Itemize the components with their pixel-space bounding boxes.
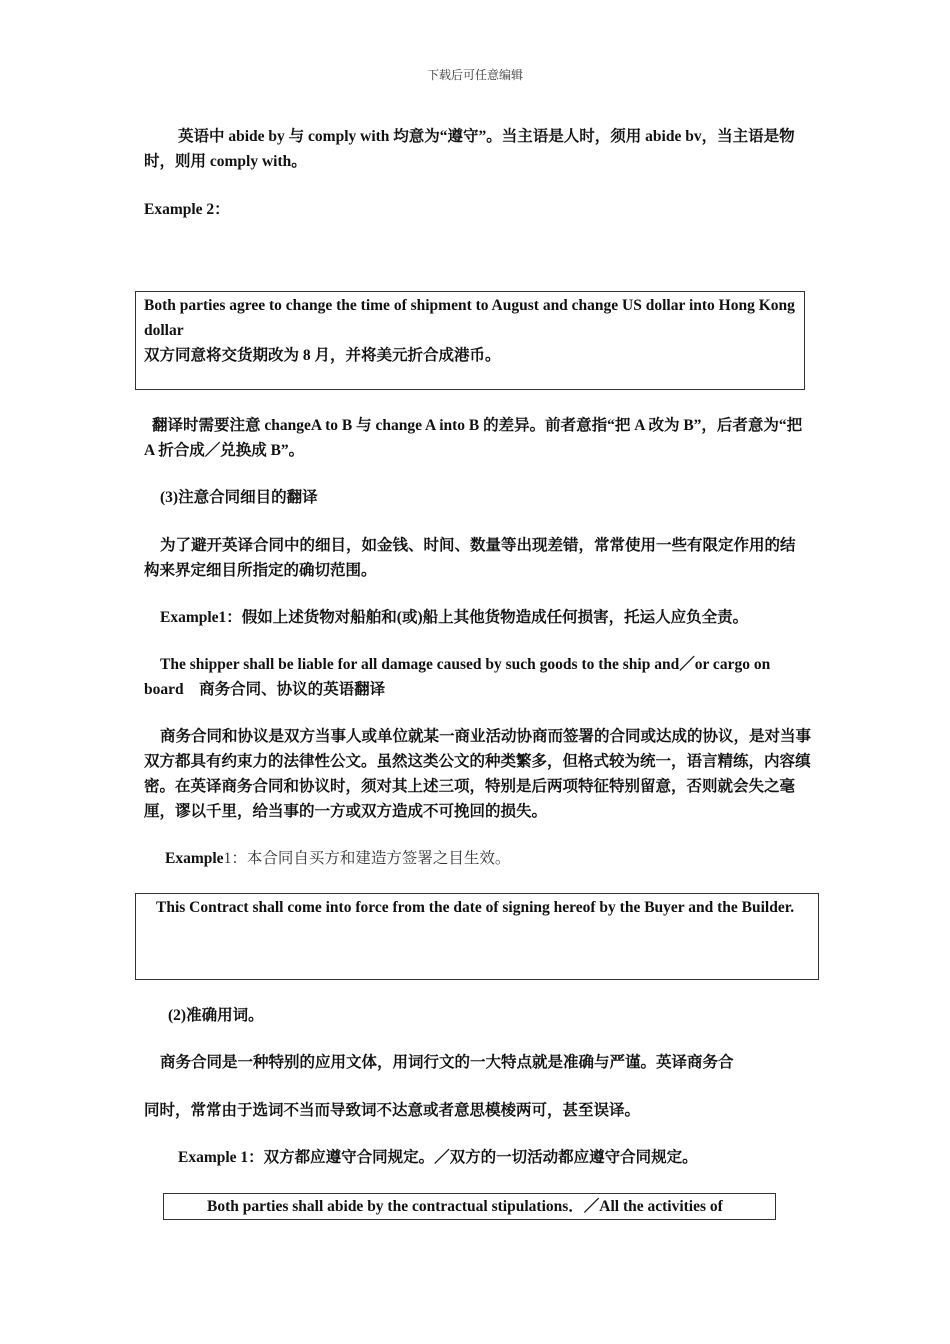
page-header: 下载后可任意编辑 (426, 68, 523, 82)
example-1-contract-box (135, 893, 819, 980)
example-1-abide-english: Both parties shall abide by the contractual stipulations．／All the activities of (207, 1198, 723, 1215)
paragraph-contracts: 商务合同和协议是双方当事人或单位就某一商业活动协商而签署的合同或达成的协议，是对当事双方都具有约束力的法律性公文。虽然这类公文的种类繁多，但格式较为统一，语言精练，内容缜密。在英译商务合同和协议时，须对其上述三项，特别是后两项特征特别留意，否则就会失之毫厘，谬以千里，给当事的一方或双方造成不可挽回的损失。 (144, 728, 812, 820)
example-1-contract-english: This Contract shall come into force from the date of signing hereof by the Buyer and the Builder. (156, 899, 795, 916)
paragraph-word-choice-1: 商务合同是一种特别的应用文体，用词行文的一大特点就是准确与严谨。英译商务合 (160, 1054, 734, 1071)
paragraph-change-difference: 翻译时需要注意 changeA to B 与 change A into B 的差异。前者意指“把 A 改为 B”，后者意为“把 A 折合成／兑换成 B”。 (144, 417, 803, 459)
example-1-abide: Example 1：双方都应遵守合同规定。／双方的一切活动都应遵守合同规定。 (178, 1149, 698, 1166)
example-1-shipper-english: The shipper shall be liable for all damage caused by such goods to the ship and／or cargo on board 商务合同、协议的英语翻译 (144, 656, 771, 698)
example-1-shipper-chinese: Example1：假如上述货物对船舶和(或)船上其他货物造成任何损害，托运人应负全责。 (160, 609, 749, 626)
example-1-label: Example (165, 850, 224, 867)
example-2-label: Example 2： (144, 201, 230, 218)
section-heading-2: (2)准确用词。 (168, 1007, 264, 1024)
section-heading-3: (3)注意合同细目的翻译 (160, 489, 318, 506)
example-1-contract-text: 1：本合同自买方和建造方签署之目生效。 (223, 850, 511, 867)
paragraph-abide-comply: 英语中 abide by 与 comply with 均意为“遵守”。当主语是人时，须用 abide bv，当主语是物时，则用 comply with。 (144, 128, 795, 170)
paragraph-word-choice-2: 同时，常常由于选词不当而导致词不达意或者意思模棱两可，甚至误译。 (144, 1102, 641, 1119)
example-1-abide-box (163, 1193, 776, 1220)
example-1-contract (165, 846, 510, 871)
example-2-chinese: 双方同意将交货期改为 8 月，并将美元折合成港币。 (144, 347, 501, 364)
paragraph-details: 为了避开英译合同中的细目，如金钱、时间、数量等出现差错，常常使用一些有限定作用的结构来界定细目所指定的确切范围。 (144, 537, 796, 579)
example-2-box (135, 291, 805, 390)
example-2-english: Both parties agree to change the time of shipment to August and change US dollar into Hong Kong dollar (144, 297, 795, 339)
